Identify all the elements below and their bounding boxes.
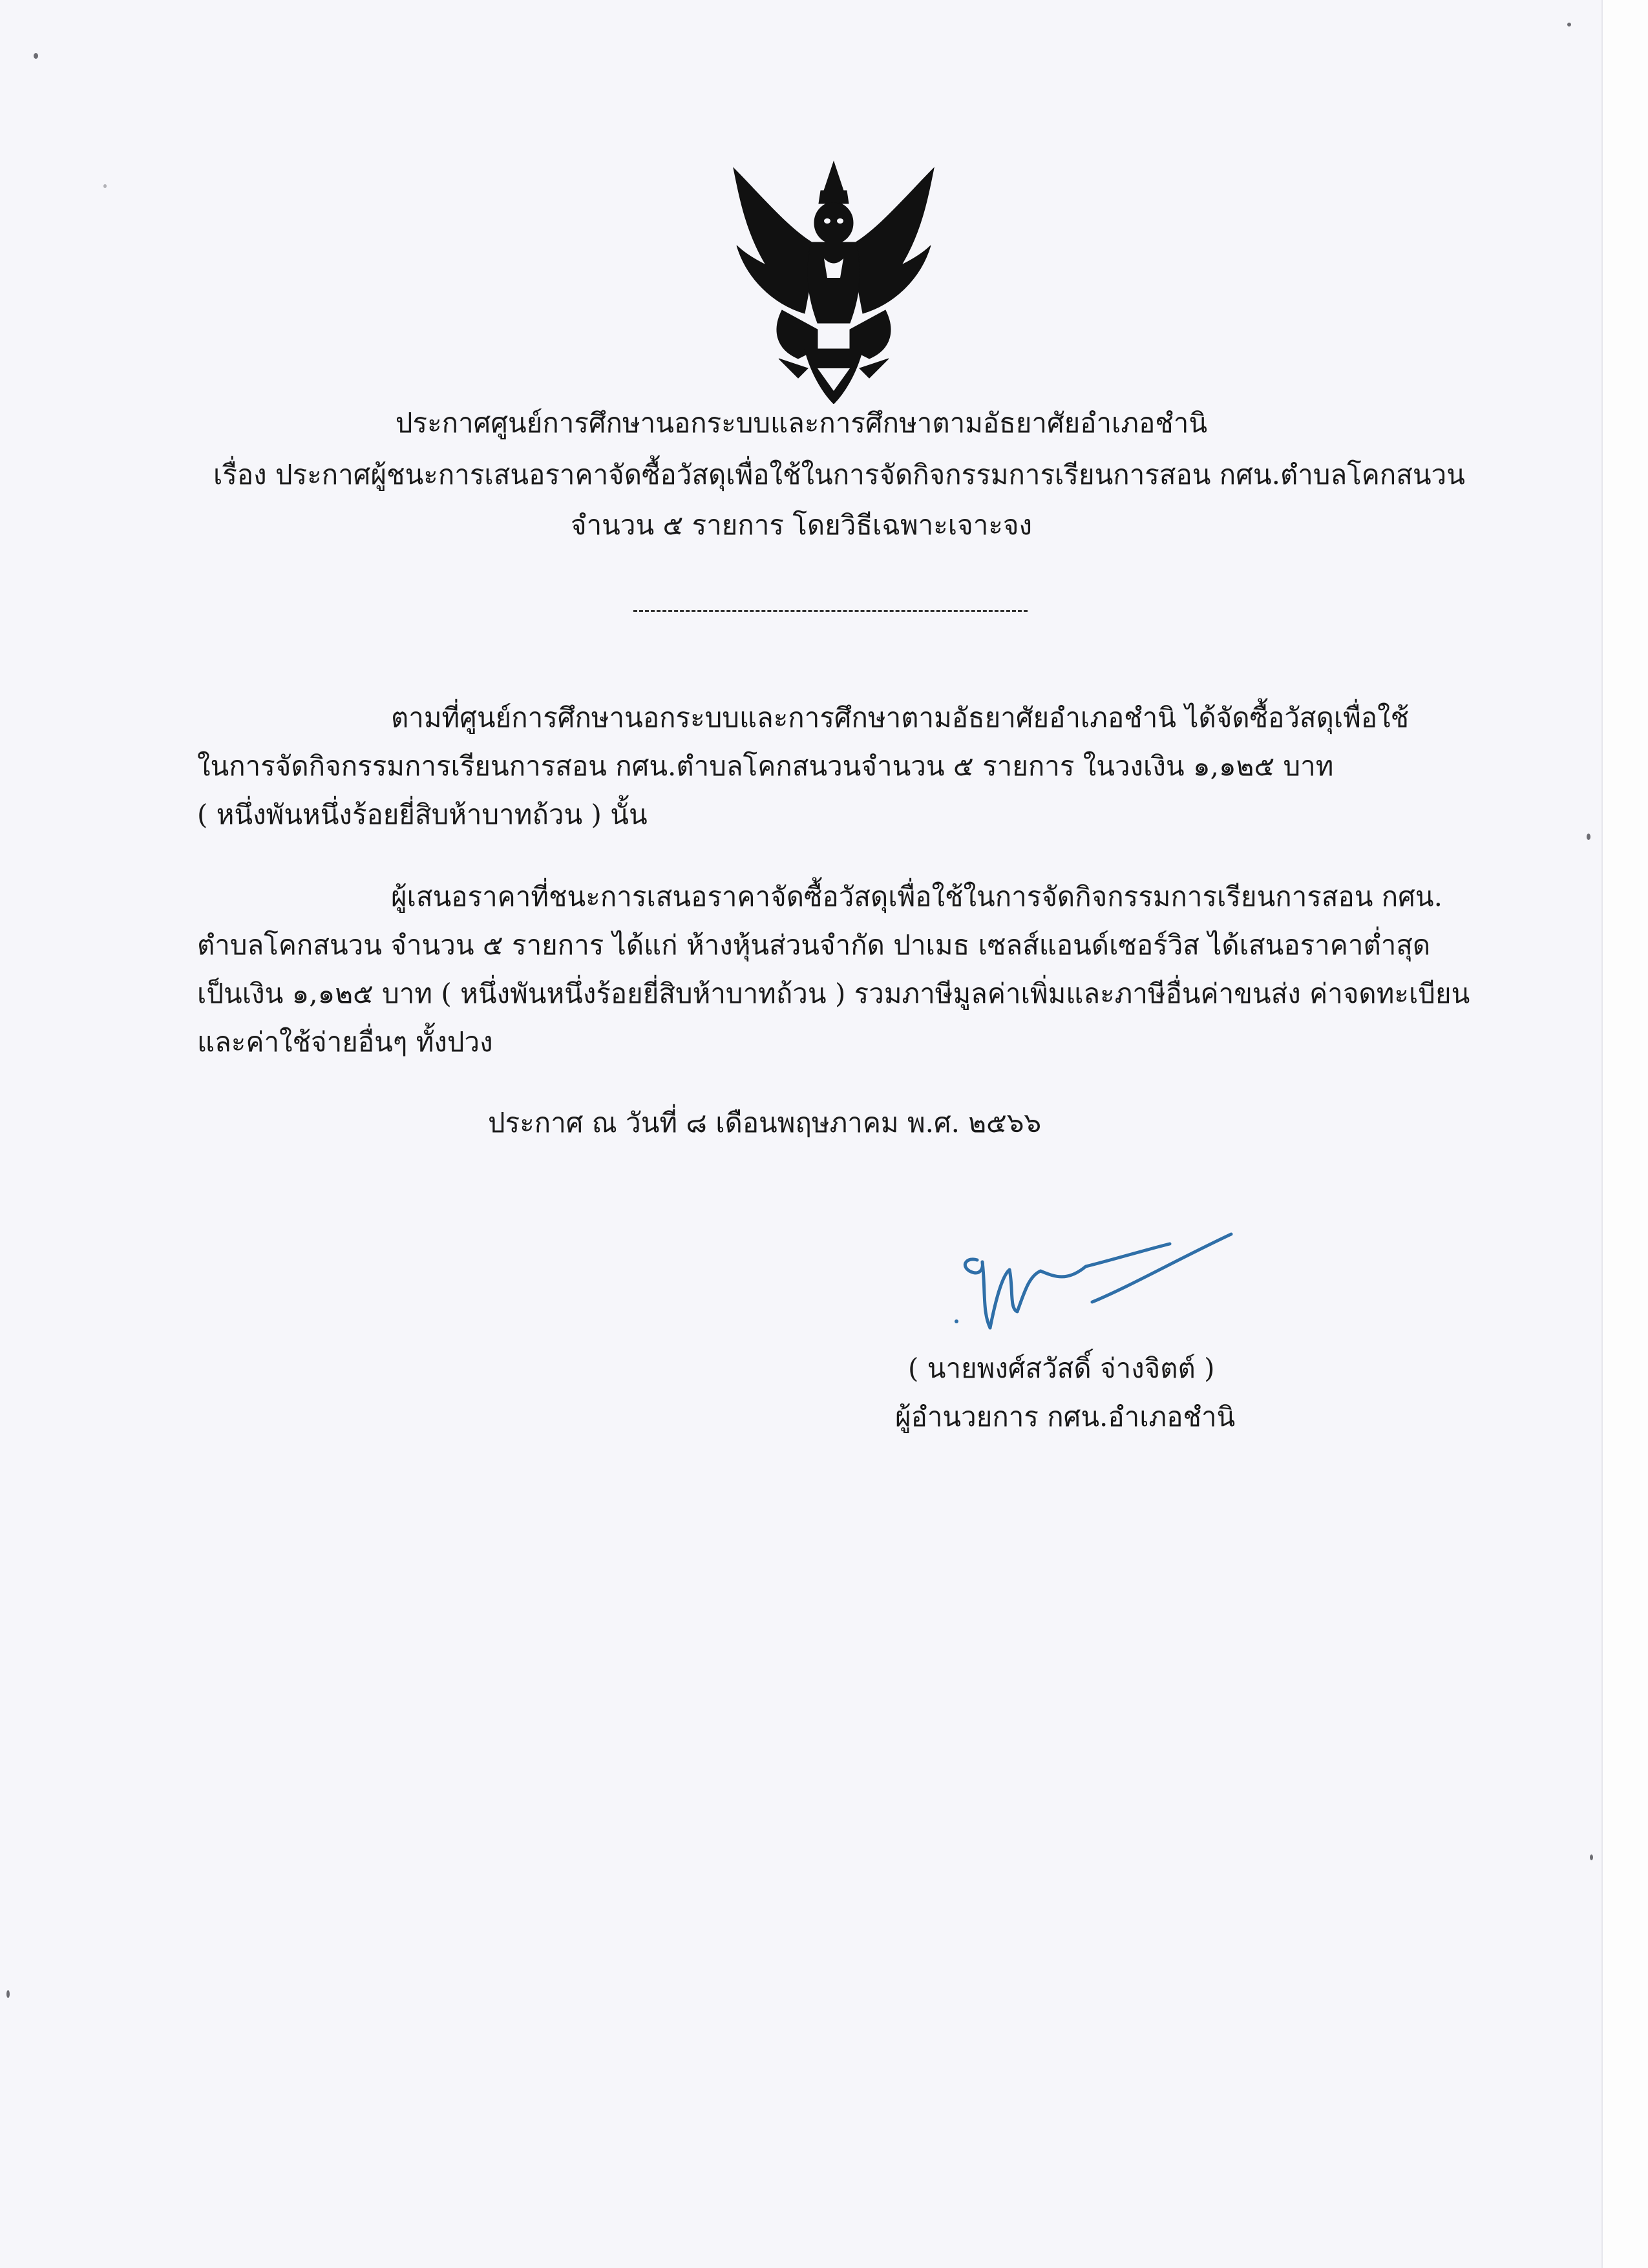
- divider: [633, 610, 1028, 612]
- scan-speck: [1590, 1854, 1593, 1860]
- scan-speck: [34, 53, 38, 59]
- signatory-position: ผู้อำนวยการ กศน.อำเภอชำนิ: [895, 1401, 1236, 1433]
- scan-speck: [103, 184, 107, 188]
- paragraph-2-line-3: เป็นเงิน ๑,๑๒๕ บาท ( หนึ่งพันหนึ่งร้อยยี่สิบห้าบาทถ้วน ) รวมภาษีมูลค่าเพิ่มและภาษีอื่นค่าขนส่ง ค่าจดทะเบียน: [197, 978, 1470, 1009]
- scan-speck: [1587, 834, 1590, 840]
- announcement-date: ประกาศ ณ วันที่ ๘ เดือนพฤษภาคม พ.ศ. ๒๕๖๖: [488, 1107, 1042, 1139]
- paragraph-1-line-1: ตามที่ศูนย์การศึกษานอกระบบและการศึกษาตามอัธยาศัยอำเภอชำนิ ได้จัดซื้อวัสดุเพื่อใช้: [391, 702, 1410, 733]
- paragraph-2-line-4: และค่าใช้จ่ายอื่นๆ ทั้งปวง: [197, 1026, 493, 1058]
- announcement-subject-continued: จำนวน ๕ รายการ โดยวิธีเฉพาะเจาะจง: [570, 509, 1033, 541]
- paragraph-1-line-2: ในการจัดกิจกรรมการเรียนการสอน กศน.ตำบลโคกสนวนจำนวน ๕ รายการ ในวงเงิน ๑,๑๒๕ บาท: [197, 750, 1334, 782]
- handwritten-signature-icon: [937, 1231, 1247, 1341]
- garuda-emblem-icon: [721, 155, 947, 404]
- scan-speck: [6, 1990, 10, 1998]
- announcement-subject: เรื่อง ประกาศผู้ชนะการเสนอราคาจัดซื้อวัสดุเพื่อใช้ในการจัดกิจกรรมการเรียนการสอน กศน.ตำบลโคกสนวน: [213, 459, 1465, 490]
- scan-speck: [1567, 23, 1571, 26]
- paragraph-2-line-1: ผู้เสนอราคาที่ชนะการเสนอราคาจัดซื้อวัสดุเพื่อใช้ในการจัดกิจกรรมการเรียนการสอน กศน.: [391, 881, 1442, 912]
- announcement-title: ประกาศศูนย์การศึกษานอกระบบและการศึกษาตามอัธยาศัยอำเภอชำนิ: [395, 407, 1208, 439]
- signatory-name: ( นายพงศ์สวัสดิ์ จ่างจิตต์ ): [908, 1352, 1215, 1384]
- scanner-margin: [1601, 0, 1648, 2268]
- paragraph-1-line-3: ( หนึ่งพันหนึ่งร้อยยี่สิบห้าบาทถ้วน ) นั้น: [197, 799, 648, 830]
- paragraph-2-line-2: ตำบลโคกสนวน จำนวน ๕ รายการ ได้แก่ ห้างหุ้นส่วนจำกัด ปาเมธ เซลส์แอนด์เซอร์วิส ได้เสนอราคาต่ำสุด: [197, 929, 1431, 961]
